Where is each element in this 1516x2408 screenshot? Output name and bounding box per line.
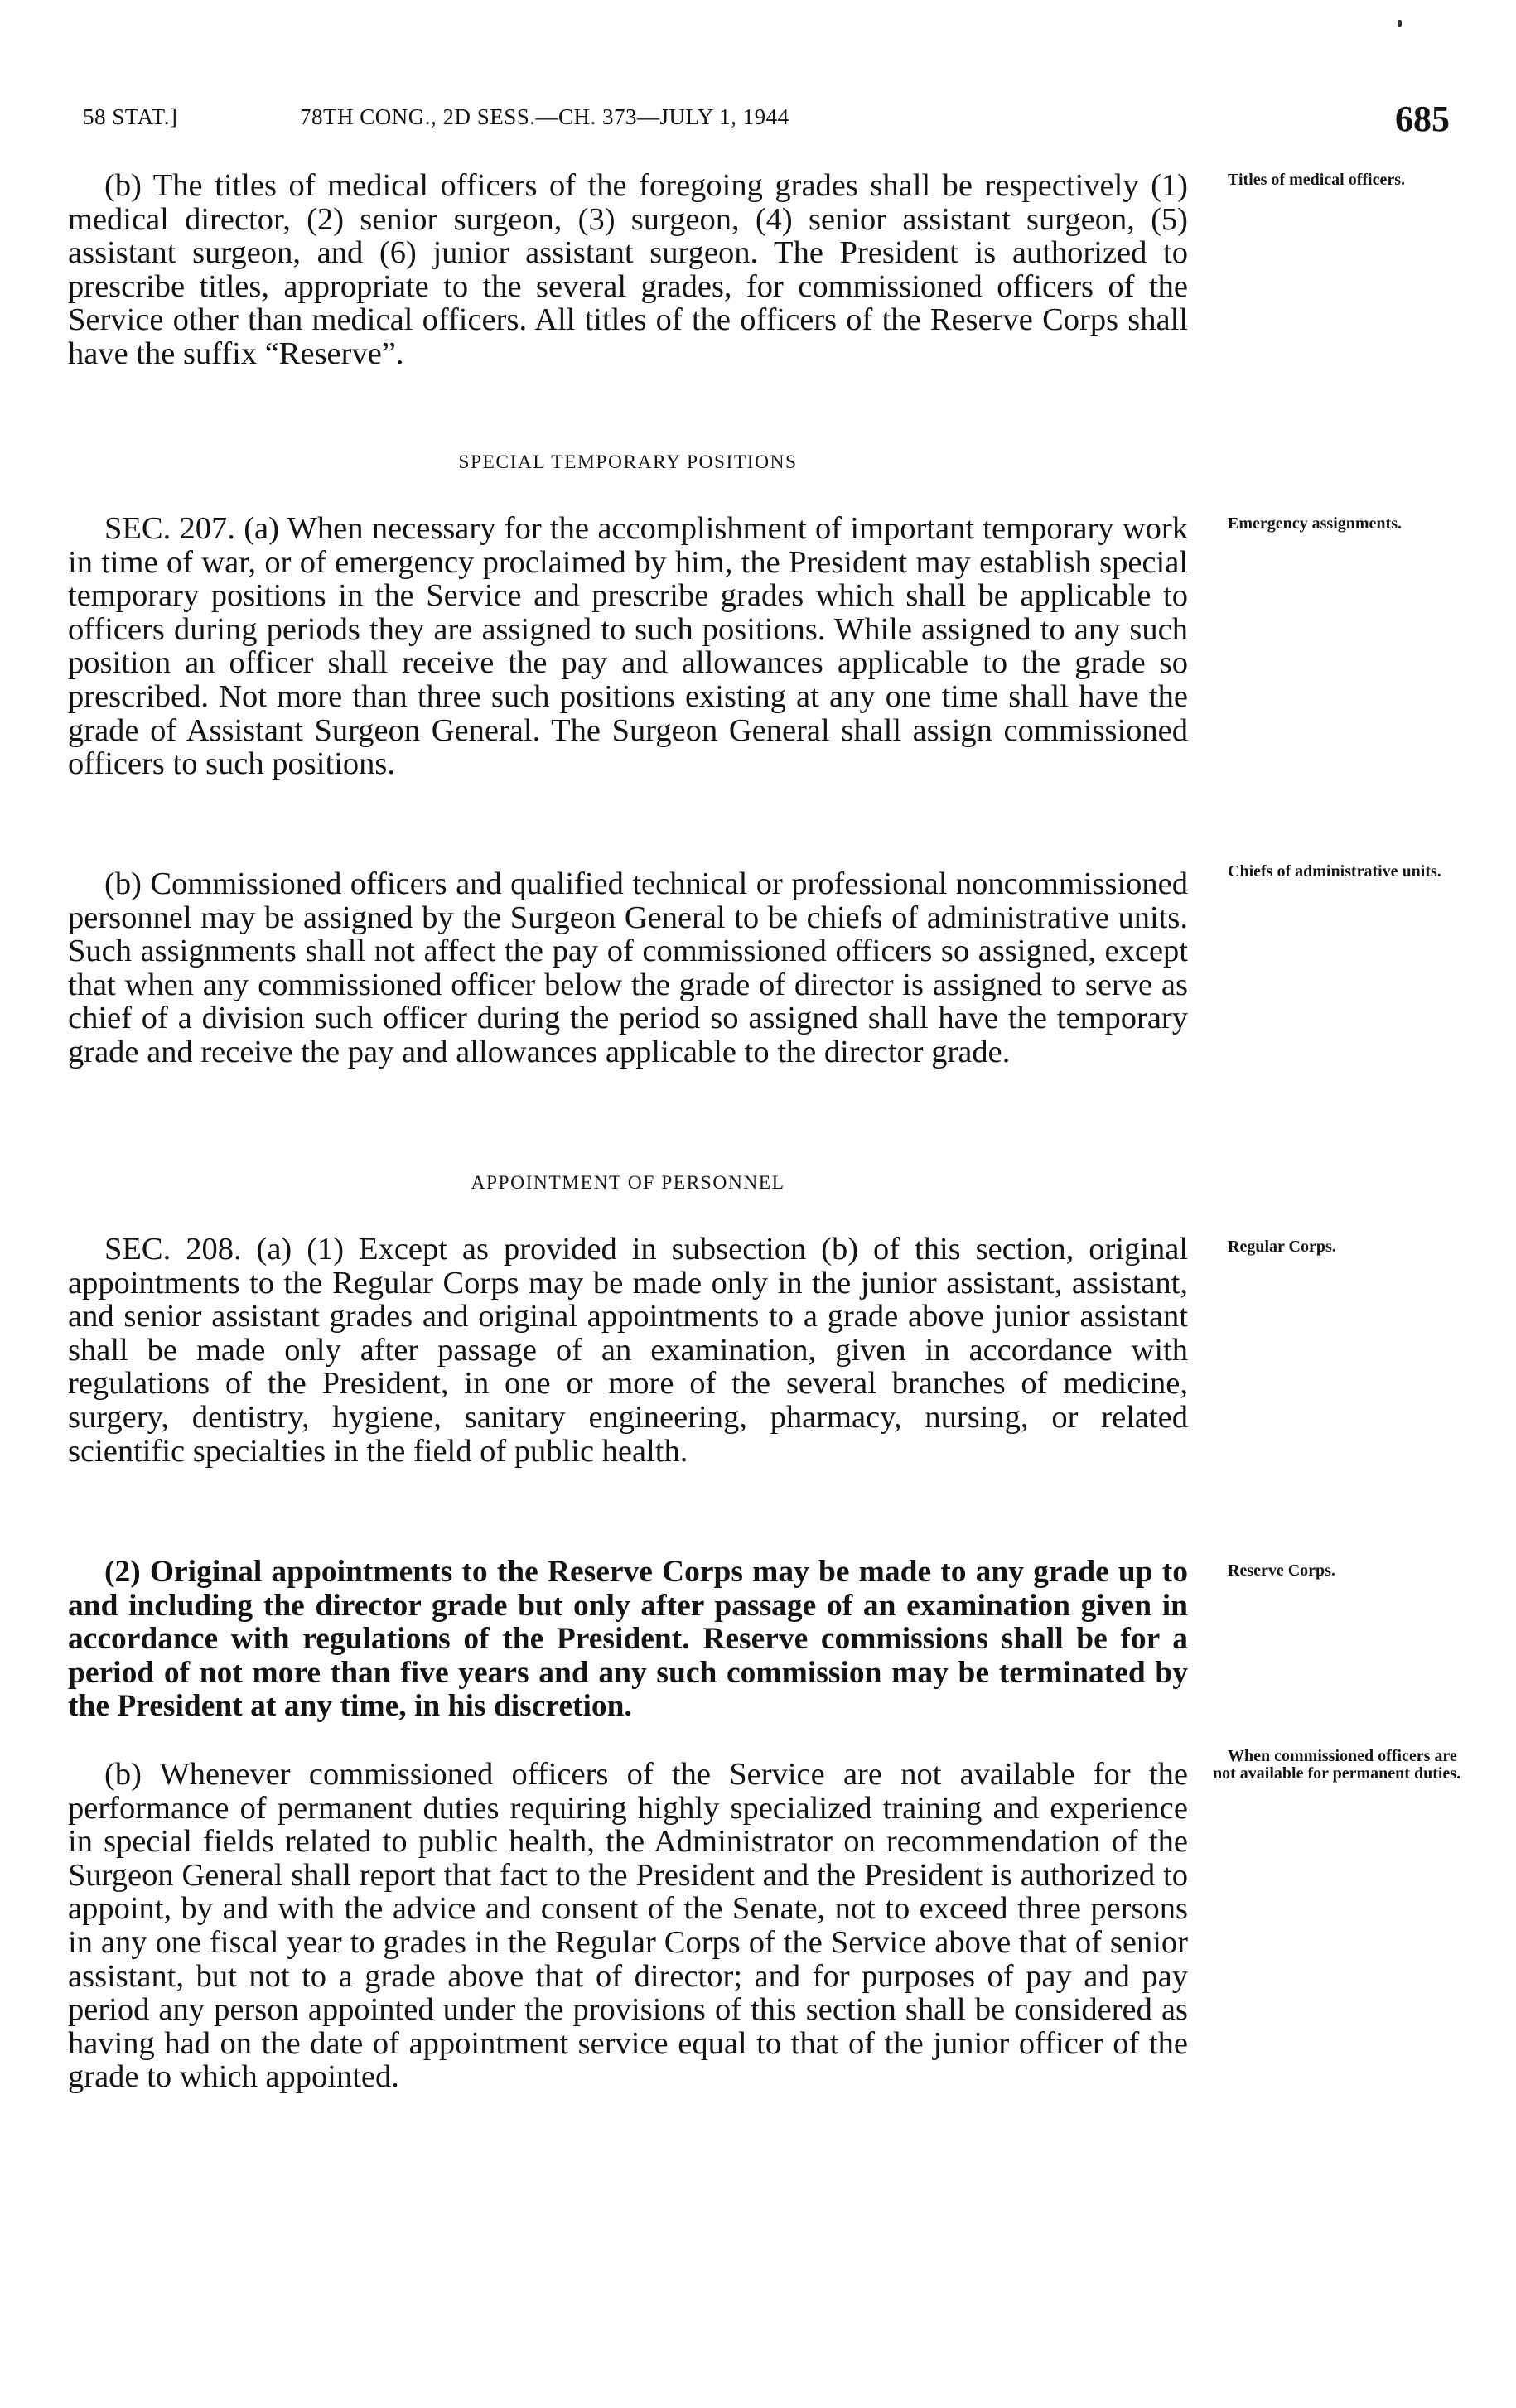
session-line: 78TH CONG., 2D SESS.—CH. 373—JULY 1, 1944 (300, 104, 789, 129)
paragraph-sec-208a1: SEC. 208. (a) (1) Except as provided in subsection (b) of this section, original appointments to the Regular Corps may be made only in the junior assistant, assistant, and senior assistant grades and original appointments to a grade above junior assistant shall be made only after passage of an examination, given in accordance with regulations of the President, in one or more of the several branches of medicine, surgery, dentistry, hygiene, sanitary engineering, pharmacy, nursing, or related scientific specialties in the field of public health. (68, 1232, 1188, 1469)
paragraph-sec-208a2: (2) Original appointments to the Reserve Corps may be made to any grade up to and including the director grade but only after passage of an examination given in accordance with regulations of the President. Reserve commissions shall be for a period of not more than five years and any such commission may be terminated by the President at any time, in his discretion. (68, 1555, 1188, 1724)
margin-note-officers-not-available: When commissioned officers are not available for permanent duties. (1213, 1747, 1461, 1783)
margin-note-regular-corps: Regular Corps. (1228, 1238, 1336, 1256)
running-header (83, 98, 1450, 147)
section-208a1 (68, 1233, 1188, 1468)
scan-speck (1398, 20, 1402, 27)
section-208a2 (68, 1556, 1188, 1724)
section-208b (68, 1758, 1188, 2094)
margin-note-titles: Titles of medical officers. (1228, 171, 1406, 189)
paragraph-sec-207a: SEC. 207. (a) When necessary for the accomplishment of important temporary work in time of war, or of emergency proclaimed by him, the President may establish special temporary positions in the Service and prescribe grades which shall be applicable to officers during periods they are assigned to such positions. While assigned to any such position an officer shall receive the pay and allowances applicable to the grade so prescribed. Not more than three such positions existing at any one time shall have the grade of Assistant Surgeon General. The Surgeon General shall assign commissioned officers to such positions. (68, 511, 1188, 782)
statute-reference: 58 STAT.] (83, 104, 178, 129)
paragraph-sec-207b: (b) Commissioned officers and qualified technical or professional noncommissioned personnel may be assigned by the Surgeon General to be chiefs of administrative units. Such assignments shall not affect the pay of commissioned officers so assigned, except that when any commissioned officer below the grade of director is assigned to serve as chief of a division such officer during the period so assigned shall have the temporary grade and receive the pay and allowances applicable to the director grade. (68, 866, 1188, 1069)
heading-appointment-of-personnel: APPOINTMENT OF PERSONNEL (471, 1172, 785, 1194)
paragraph-sec-208b: (b) Whenever commissioned officers of the Service are not available for the performance of permanent duties requiring highly specialized training and experience in special fields related to public health, the Administrator on recommendation of the Surgeon General shall report that fact to the President and the President is authorized to appoint, by and with the advice and consent of the Senate, not to exceed three persons in any one fiscal year to grades in the Regular Corps of the Service above that of senior assistant, but not to a grade above that of director; and for purposes of pay and pay period any person appointed under the provisions of this section shall be considered as having had on the date of appointment service equal to that of the junior officer of the grade to which appointed. (68, 1757, 1188, 2095)
section-207a (68, 512, 1188, 781)
margin-note-emergency-assignments: Emergency assignments. (1228, 514, 1402, 533)
section-206b (68, 169, 1188, 371)
paragraph-titles-of-medical-officers: (b) The titles of medical officers of the foregoing grades shall be respectively (1) medical director, (2) senior surgeon, (3) surgeon, (4) senior assistant surgeon, (5) assistant surgeon, and (6) junior assistant surgeon. The President is authorized to prescribe titles, appropriate to the several grades, for commissioned officers of the Service other than medical officers. All titles of the officers of the Reserve Corps shall have the suffix “Reserve”. (68, 168, 1188, 371)
section-207b (68, 867, 1188, 1069)
page-number: 685 (1395, 99, 1450, 139)
margin-note-chiefs-of-units: Chiefs of administrative units. (1228, 862, 1441, 881)
heading-special-temporary-positions: SPECIAL TEMPORARY POSITIONS (458, 451, 798, 473)
margin-note-reserve-corps: Reserve Corps. (1228, 1561, 1335, 1580)
